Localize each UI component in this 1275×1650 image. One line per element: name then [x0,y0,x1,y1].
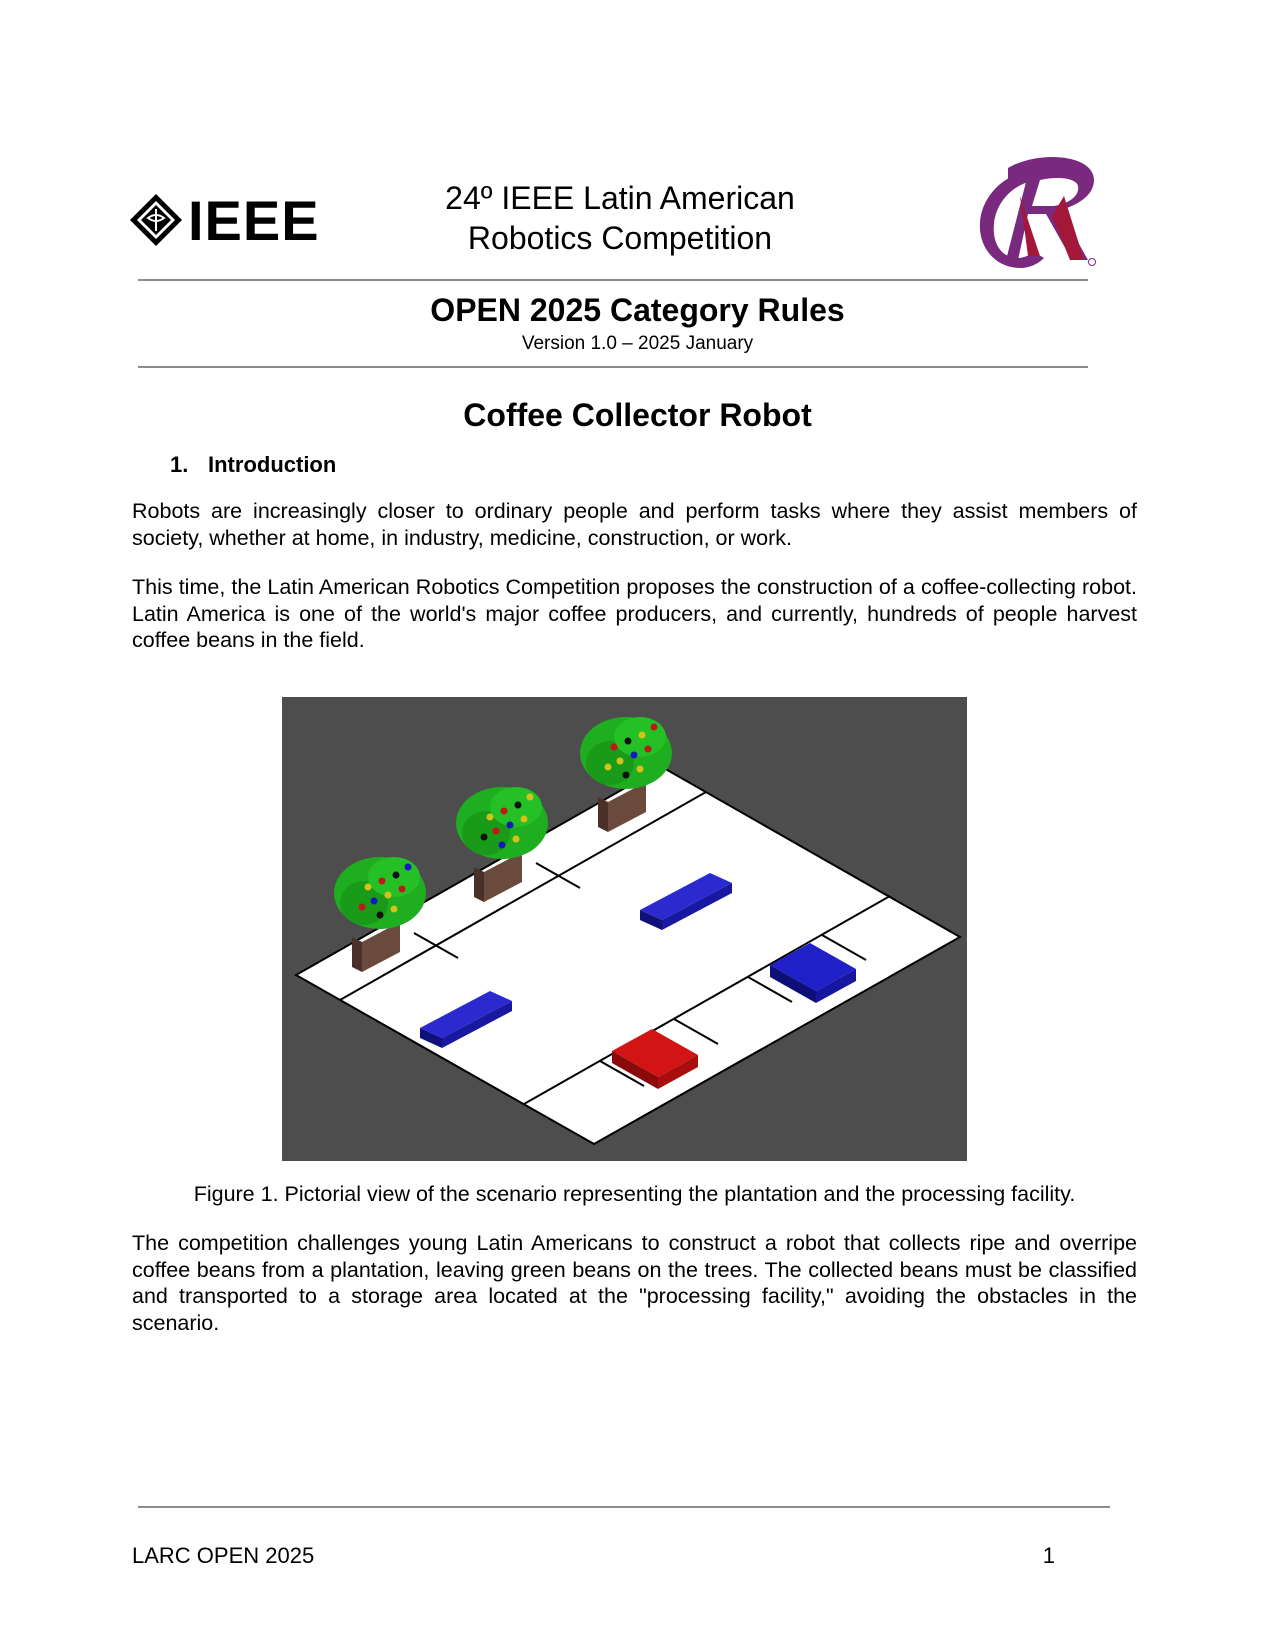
paragraph-3: The competition challenges young Latin Americans to construct a robot that collects ripe and overripe coffee beans from a plantation, leaving green beans on the trees. The collected beans must be classified and transported to a storage area located at the "processing facility," avoiding the obstacles in the scenario. [132,1231,1137,1335]
competition-title-line2: Robotics Competition [467,220,773,256]
scenario-figure [282,697,967,1161]
footer-title: LARC OPEN 2025 [132,1543,315,1568]
divider-mid [138,366,1088,368]
competition-title-line1: 24º IEEE Latin American [445,180,795,216]
section-number: 1. [170,452,189,477]
ieee-logo [128,189,328,252]
paragraph-1: Robots are increasingly closer to ordinary people and perform tasks where they assist members of society, whether at home, in industry, medicine, construction, or work. [132,499,1137,550]
category-title: OPEN 2025 Category Rules [430,292,845,328]
ieee-wordmark: IEEE [188,189,320,252]
paragraph-2: This time, the Latin American Robotics Competition proposes the construction of a coffee-collecting robot. Latin America is one of the world's major coffee producers, and currently, hundreds of people harvest coffee beans in the field. [132,575,1137,652]
page-number: 1 [1042,1543,1055,1568]
larc-logo-icon [968,156,1108,276]
divider-footer [138,1506,1110,1508]
competition-title [400,178,840,258]
version-label: Version 1.0 – 2025 January [521,333,754,354]
divider-top [138,279,1088,281]
section-title: Introduction [208,452,337,477]
figure-caption: Figure 1. Pictorial view of the scenario representing the plantation and the processing facility. [193,1182,1076,1206]
document-title: Coffee Collector Robot [463,397,812,433]
section-heading [170,452,336,478]
